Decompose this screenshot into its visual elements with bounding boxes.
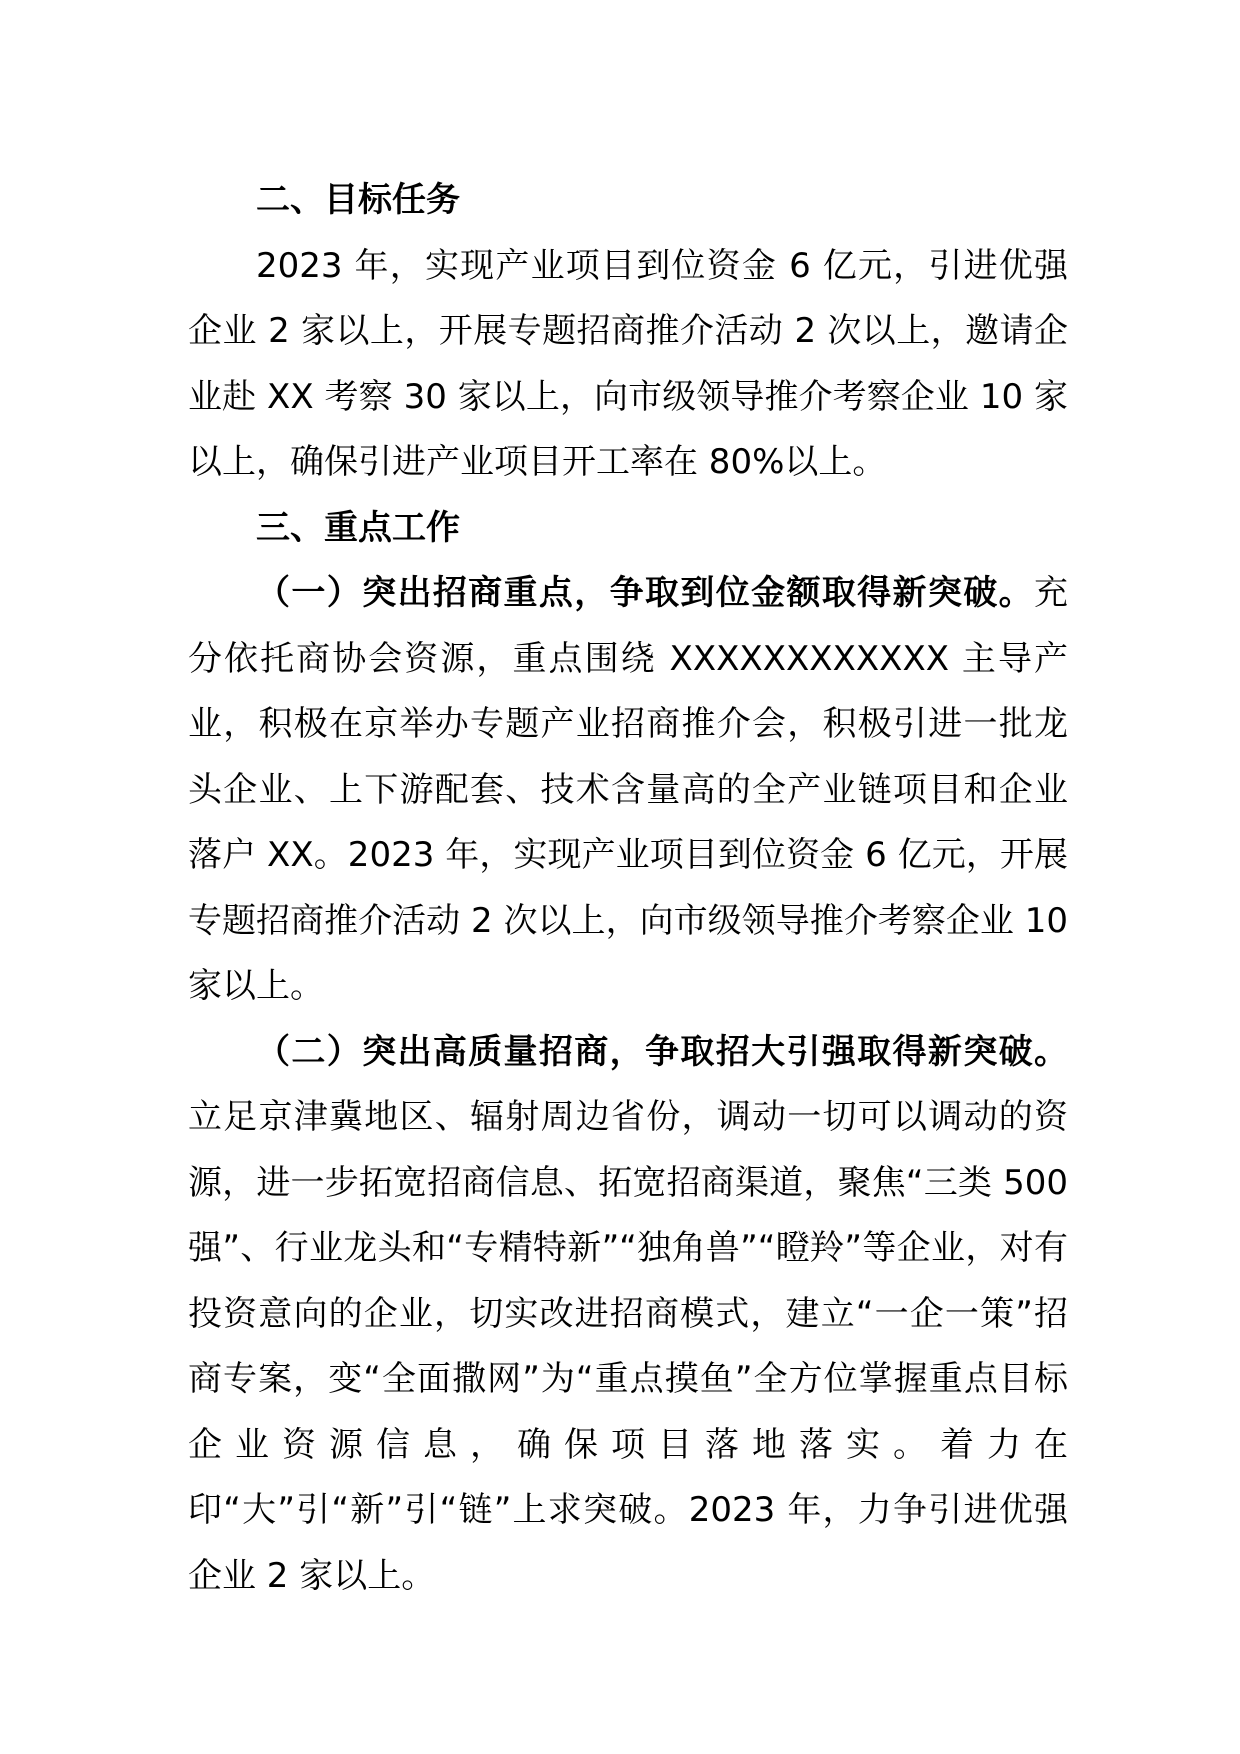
section-heading-goals: 二、目标任务 — [256, 180, 460, 220]
item-2-lead: （二）突出高质量招商，争取招大引强取得新突破。 — [256, 1031, 1068, 1072]
paragraph-item-1 — [188, 561, 1068, 1020]
item-1-lead: （一）突出招商重点，争取到位金额取得新突破。 — [256, 573, 1034, 613]
section-body-goals: 2023 年，实现产业项目到位资金 6 亿元，引进优强企业 2 家以上，开展专题招商推介活动 2 次以上，邀请企业赴 XX 考察 30 家以上，向市级领导推介考察企业 10 家以上，确保引进产业项目开工率在 80%以上。 — [188, 245, 1068, 482]
item-2-body: 立足京津冀地区、辐射周边省份，调动一切可以调动的资源，进一步拓宽招商信息、拓宽招商渠道，聚焦“三类 500 强”、行业龙头和“专精特新”“独角兽”“瞪羚”等企业，对有投资意向的企业，切实改进招商模式，建立“一企一策”招商专案，变“全面撒网”为“重点摸鱼”全方位掌握重点目标企业资源信息，确保项目落地落实。着力在印“大”引“新”引“链”上求突破。2023 年，力争引进优强企业 2 家以上。 — [188, 1097, 1068, 1596]
document-page — [188, 168, 1068, 1609]
item-1-body: 充分依托商协会资源，重点围绕 XXXXXXXXXXXX 主导产业，积极在京举办专题产业招商推介会，积极引进一批龙头企业、上下游配套、技术含量高的全产业链项目和企业落户 XX。2023 年，实现产业项目到位资金 6 亿元，开展专题招商推介活动 2 次以上，向市级领导推介考察企业 10 家以上。 — [188, 573, 1068, 1006]
paragraph-item-2 — [188, 1020, 1068, 1610]
section-heading-key-work: 三、重点工作 — [256, 507, 460, 548]
